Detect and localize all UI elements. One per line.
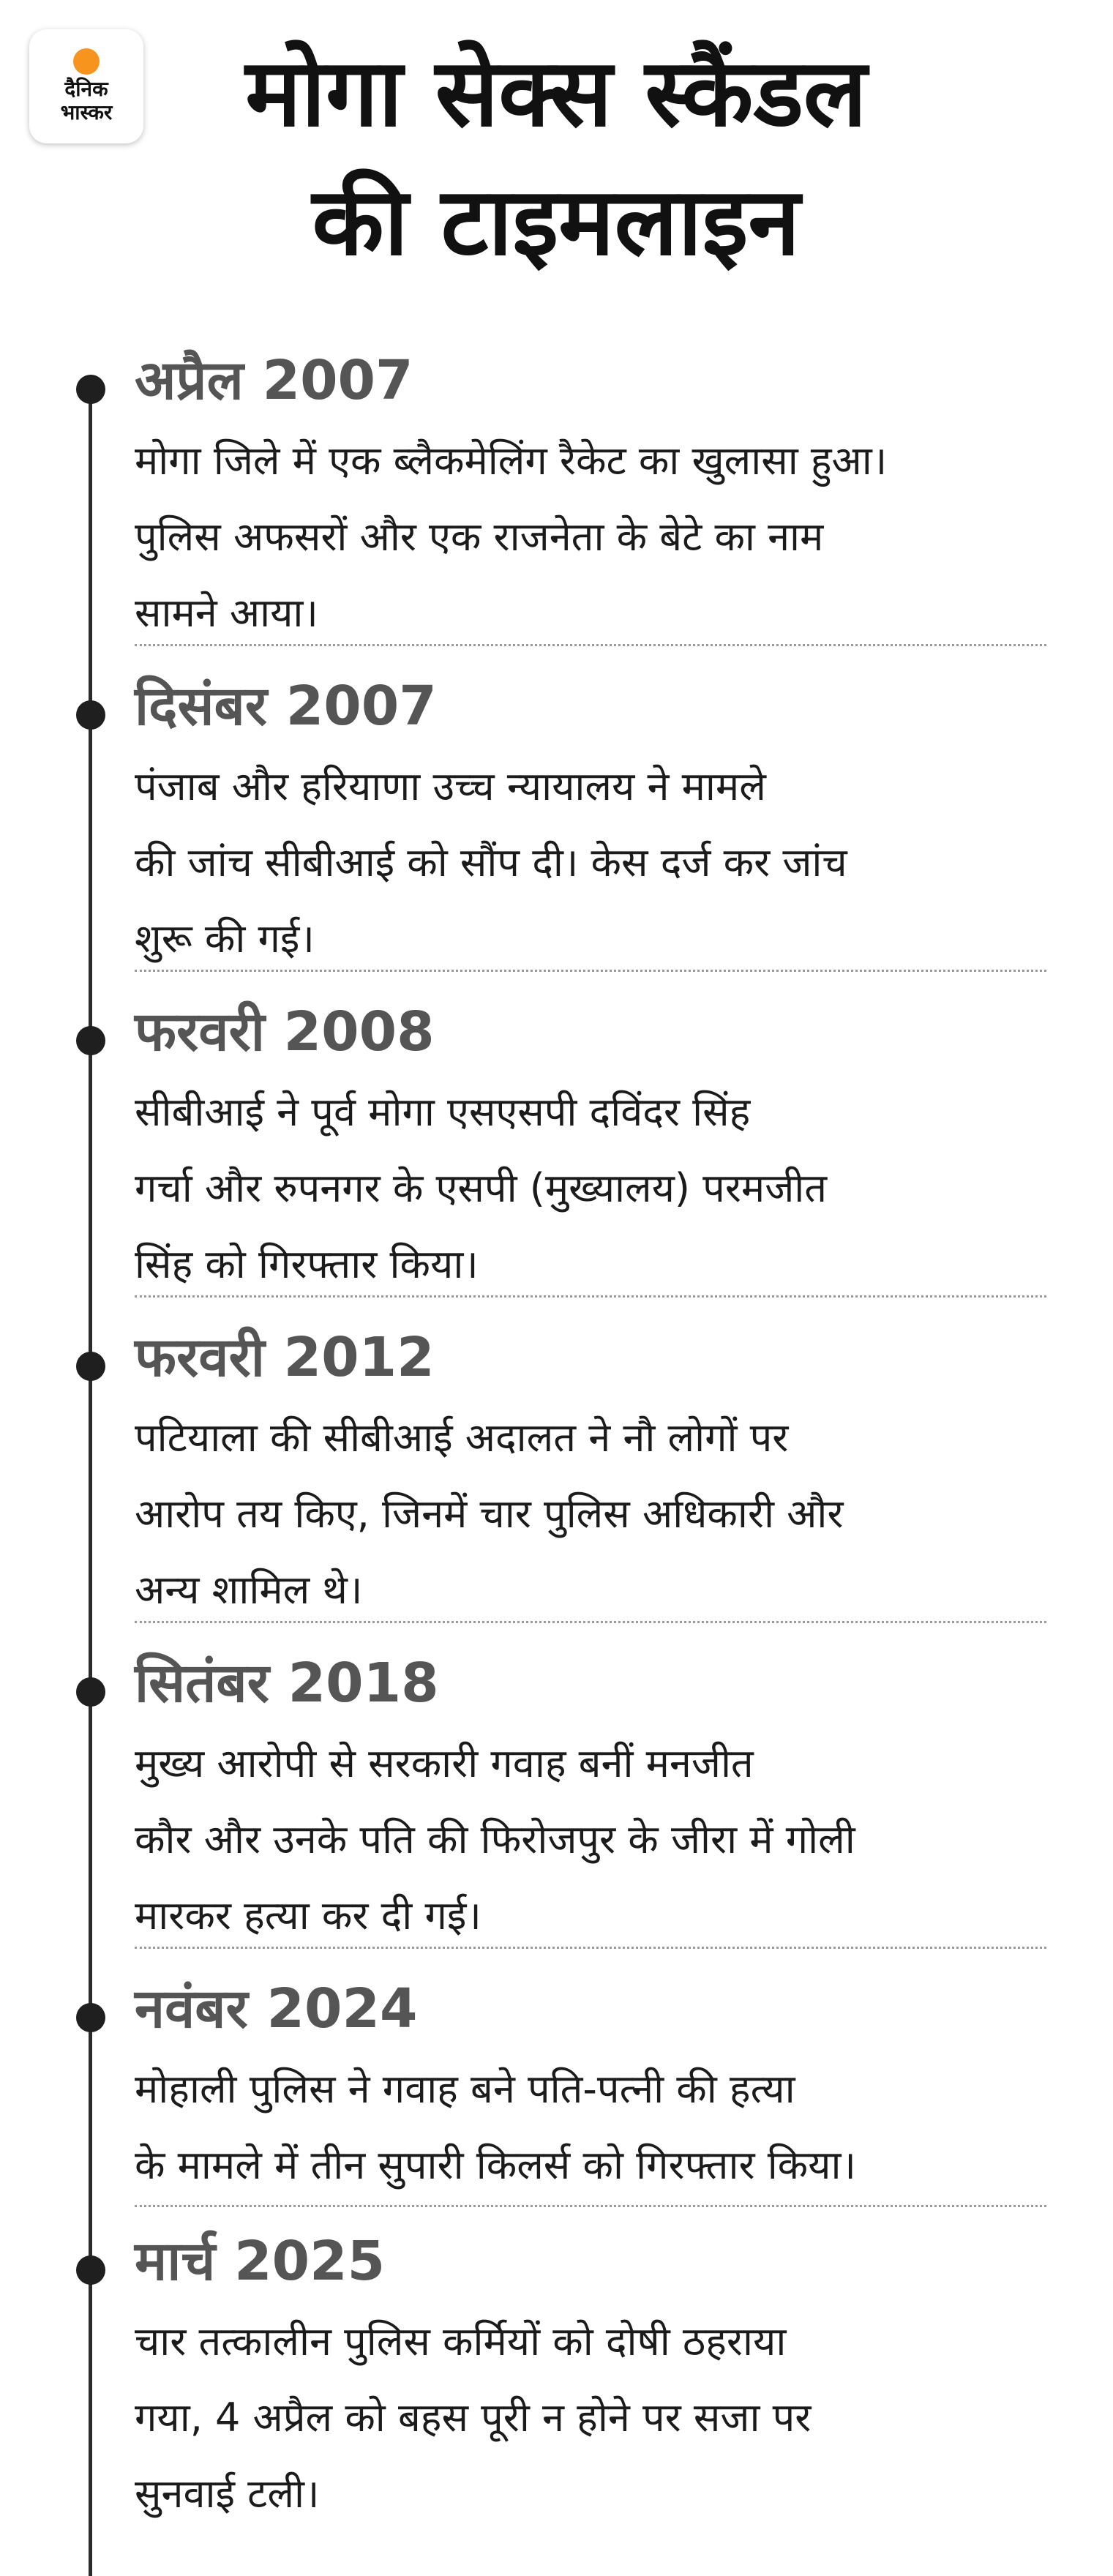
timeline-dot-icon [76,1352,105,1381]
event-divider [135,644,1046,646]
event-date: दिसंबर 2007 [135,675,437,738]
logo-text: दैनिक भास्कर [60,77,113,124]
event-description: सीबीआई ने पूर्व मोगा एसएसपी दविंदर सिंह गर्चा और रुपनगर के एसपी (मुख्यालय) परमजीत सिंह को गिरफ्तार किया। [135,1089,828,1287]
event-description: मुख्य आरोपी से सरकारी गवाह बनीं मनजीत कौर और उनके पति की फिरोजपुर के जीरा में गोली मारकर हत्या कर दी गई। [135,1740,855,1939]
timeline-event [0,2225,1113,2550]
event-date: नवंबर 2024 [135,1977,418,2040]
dainik-bhaskar-logo [29,29,143,143]
timeline-event [0,995,1113,1321]
event-date: फरवरी 2012 [135,1326,435,1389]
timeline-event [0,1321,1113,1647]
timeline-dot-icon [76,1677,105,1707]
timeline-dot-icon [76,375,105,404]
timeline-event [0,1972,1113,2225]
event-description: पंजाब और हरियाणा उच्च न्यायालय ने मामले की जांच सीबीआई को सौंप दी। केस दर्ज कर जांच शुरू की गई। [135,763,847,962]
event-divider [135,970,1046,972]
event-divider [135,1621,1046,1623]
timeline-dot-icon [76,2255,105,2285]
timeline-event [0,670,1113,995]
event-date: सितंबर 2018 [135,1652,439,1715]
timeline-dot-icon [76,2003,105,2032]
event-date: मार्च 2025 [135,2230,386,2293]
page-title: मोगा सेक्स स्कैंडल की टाइमलाइन [245,39,867,277]
timeline-dot-icon [76,700,105,730]
event-description: चार तत्कालीन पुलिस कर्मियों को दोषी ठहराया गया, 4 अप्रैल को बहस पूरी न होने पर सजा पर सुनवाई टली। [135,2318,812,2517]
event-date: अप्रैल 2007 [135,349,413,412]
timeline-event [0,344,1113,670]
timeline-dot-icon [76,1026,105,1055]
event-divider [135,1295,1046,1298]
event-description: पटियाला की सीबीआई अदालत ने नौ लोगों पर आरोप तय किए, जिनमें चार पुलिस अधिकारी और अन्य शामिल थे। [135,1415,844,1613]
event-date: फरवरी 2008 [135,1000,435,1063]
timeline-event [0,1647,1113,1972]
event-description: मोहाली पुलिस ने गवाह बने पति-पत्नी की हत्या के मामले में तीन सुपारी किलर्स को गिरफ्तार किया। [135,2066,856,2188]
event-divider [135,1947,1046,1949]
event-divider [135,2205,1046,2207]
event-description: मोगा जिले में एक ब्लैकमेलिंग रैकेट का खुलासा हुआ। पुलिस अफसरों और एक राजनेता के बेटे का नाम सामने आया। [135,438,888,636]
sun-icon [73,48,100,75]
